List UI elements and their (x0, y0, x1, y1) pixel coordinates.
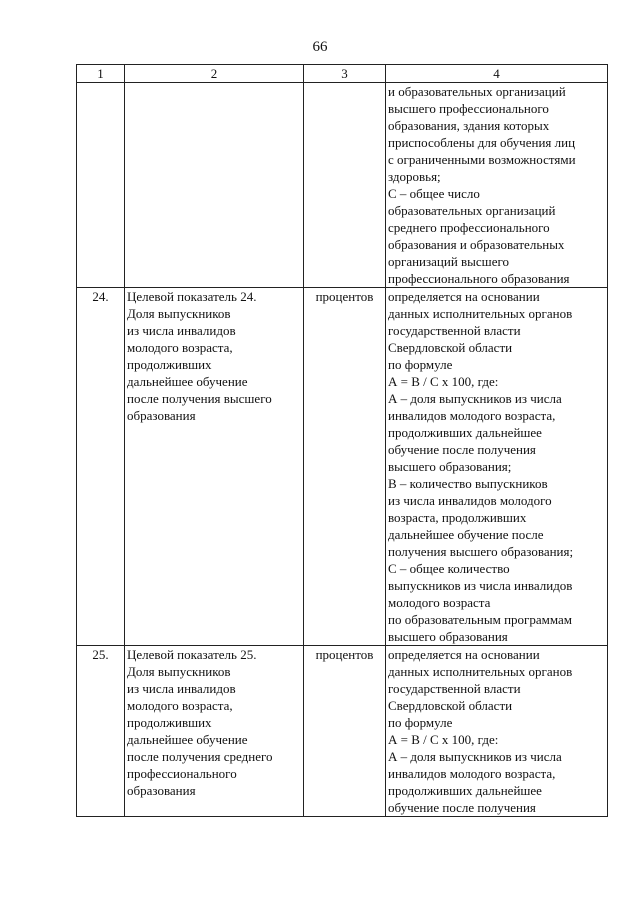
calculation-method-line: получения высшего образования; (388, 544, 574, 559)
calculation-method-line: С – общее число (388, 186, 480, 201)
unit-of-measure (304, 83, 386, 288)
calculation-method-line: продолживших дальнейшее (388, 425, 542, 440)
indicator-name-line: образования (127, 783, 196, 798)
calculation-method-line: образования, здания которых (388, 118, 550, 133)
indicator-name-line: образования (127, 408, 196, 423)
calculation-method-line: образования и образовательных (388, 237, 565, 252)
calculation-method-line: по формуле (388, 357, 453, 372)
calculation-method-line: приспособлены для обучения лиц (388, 135, 576, 150)
calculation-method-line: по образовательным программам (388, 612, 573, 627)
calculation-method-line: высшего профессионального (388, 101, 549, 116)
calculation-method-line: по формуле (388, 715, 453, 730)
calculation-method-line: выпускников из числа инвалидов (388, 578, 573, 593)
calculation-method-line: продолживших дальнейшее (388, 783, 542, 798)
indicator-name-line: профессионального (127, 766, 237, 781)
calculation-method (386, 83, 608, 288)
calculation-method-line: А = В / С х 100, где: (388, 732, 499, 747)
calculation-method (386, 646, 608, 817)
indicator-name-line: Доля выпускников (127, 306, 231, 321)
calculation-method-line: А = В / С х 100, где: (388, 374, 499, 389)
row-number: 24. (77, 288, 125, 646)
calculation-method-line: инвалидов молодого возраста, (388, 408, 556, 423)
calculation-method-line: А – доля выпускников из числа (388, 391, 562, 406)
calculation-method-line: организаций высшего (388, 254, 509, 269)
header-cell-4: 4 (386, 65, 608, 83)
indicator-name-line: молодого возраста, (127, 698, 233, 713)
calculation-method-line: определяется на основании (388, 289, 540, 304)
calculation-method-line: высшего образования (388, 629, 508, 644)
calculation-method-line: профессионального образования (388, 271, 570, 286)
unit-of-measure: процентов (304, 646, 386, 817)
calculation-method-line: Свердловской области (388, 340, 513, 355)
indicator-name-line: продолживших (127, 357, 212, 372)
calculation-method-line: данных исполнительных органов (388, 664, 573, 679)
calculation-method-line: государственной власти (388, 681, 521, 696)
calculation-method-line: определяется на основании (388, 647, 540, 662)
row-number: 25. (77, 646, 125, 817)
unit-of-measure: процентов (304, 288, 386, 646)
calculation-method-line: С – общее количество (388, 561, 510, 576)
calculation-method-line: молодого возраста (388, 595, 491, 610)
indicator-name-line: Целевой показатель 25. (127, 647, 257, 662)
calculation-method-line: инвалидов молодого возраста, (388, 766, 556, 781)
calculation-method-line: данных исполнительных органов (388, 306, 573, 321)
header-cell-3: 3 (304, 65, 386, 83)
indicator-name-line: продолживших (127, 715, 212, 730)
indicator-name (125, 646, 304, 817)
header-cell-2: 2 (125, 65, 304, 83)
indicator-name-line: после получения среднего (127, 749, 273, 764)
table-row (77, 83, 608, 288)
indicator-name-line: Целевой показатель 24. (127, 289, 257, 304)
table-row (77, 288, 608, 646)
calculation-method-line: А – доля выпускников из числа (388, 749, 562, 764)
calculation-method-line: возраста, продолживших (388, 510, 527, 525)
row-number (77, 83, 125, 288)
calculation-method-line: из числа инвалидов молодого (388, 493, 552, 508)
header-row (77, 65, 608, 83)
indicator-name-line: Доля выпускников (127, 664, 231, 679)
calculation-method (386, 288, 608, 646)
table-row (77, 646, 608, 817)
indicator-name-line: из числа инвалидов (127, 681, 236, 696)
indicator-name-line: после получения высшего (127, 391, 272, 406)
calculation-method-line: высшего образования; (388, 459, 512, 474)
indicator-name (125, 83, 304, 288)
page-number: 66 (312, 39, 328, 55)
calculation-method-line: обучение после получения (388, 800, 536, 815)
indicator-name-line: молодого возраста, (127, 340, 233, 355)
calculation-method-line: дальнейшее обучение после (388, 527, 544, 542)
calculation-method-line: здоровья; (388, 169, 441, 184)
indicator-name-line: из числа инвалидов (127, 323, 236, 338)
calculation-method-line: обучение после получения (388, 442, 536, 457)
indicator-table (76, 64, 608, 817)
indicator-name-line: дальнейшее обучение (127, 374, 248, 389)
calculation-method-line: образовательных организаций (388, 203, 556, 218)
calculation-method-line: и образовательных организаций (388, 84, 566, 99)
calculation-method-line: государственной власти (388, 323, 521, 338)
header-cell-1: 1 (77, 65, 125, 83)
indicator-name-line: дальнейшее обучение (127, 732, 248, 747)
indicator-name (125, 288, 304, 646)
calculation-method-line: В – количество выпускников (388, 476, 548, 491)
table-body (77, 83, 608, 817)
calculation-method-line: с ограниченными возможностями (388, 152, 576, 167)
calculation-method-line: среднего профессионального (388, 220, 550, 235)
calculation-method-line: Свердловской области (388, 698, 513, 713)
